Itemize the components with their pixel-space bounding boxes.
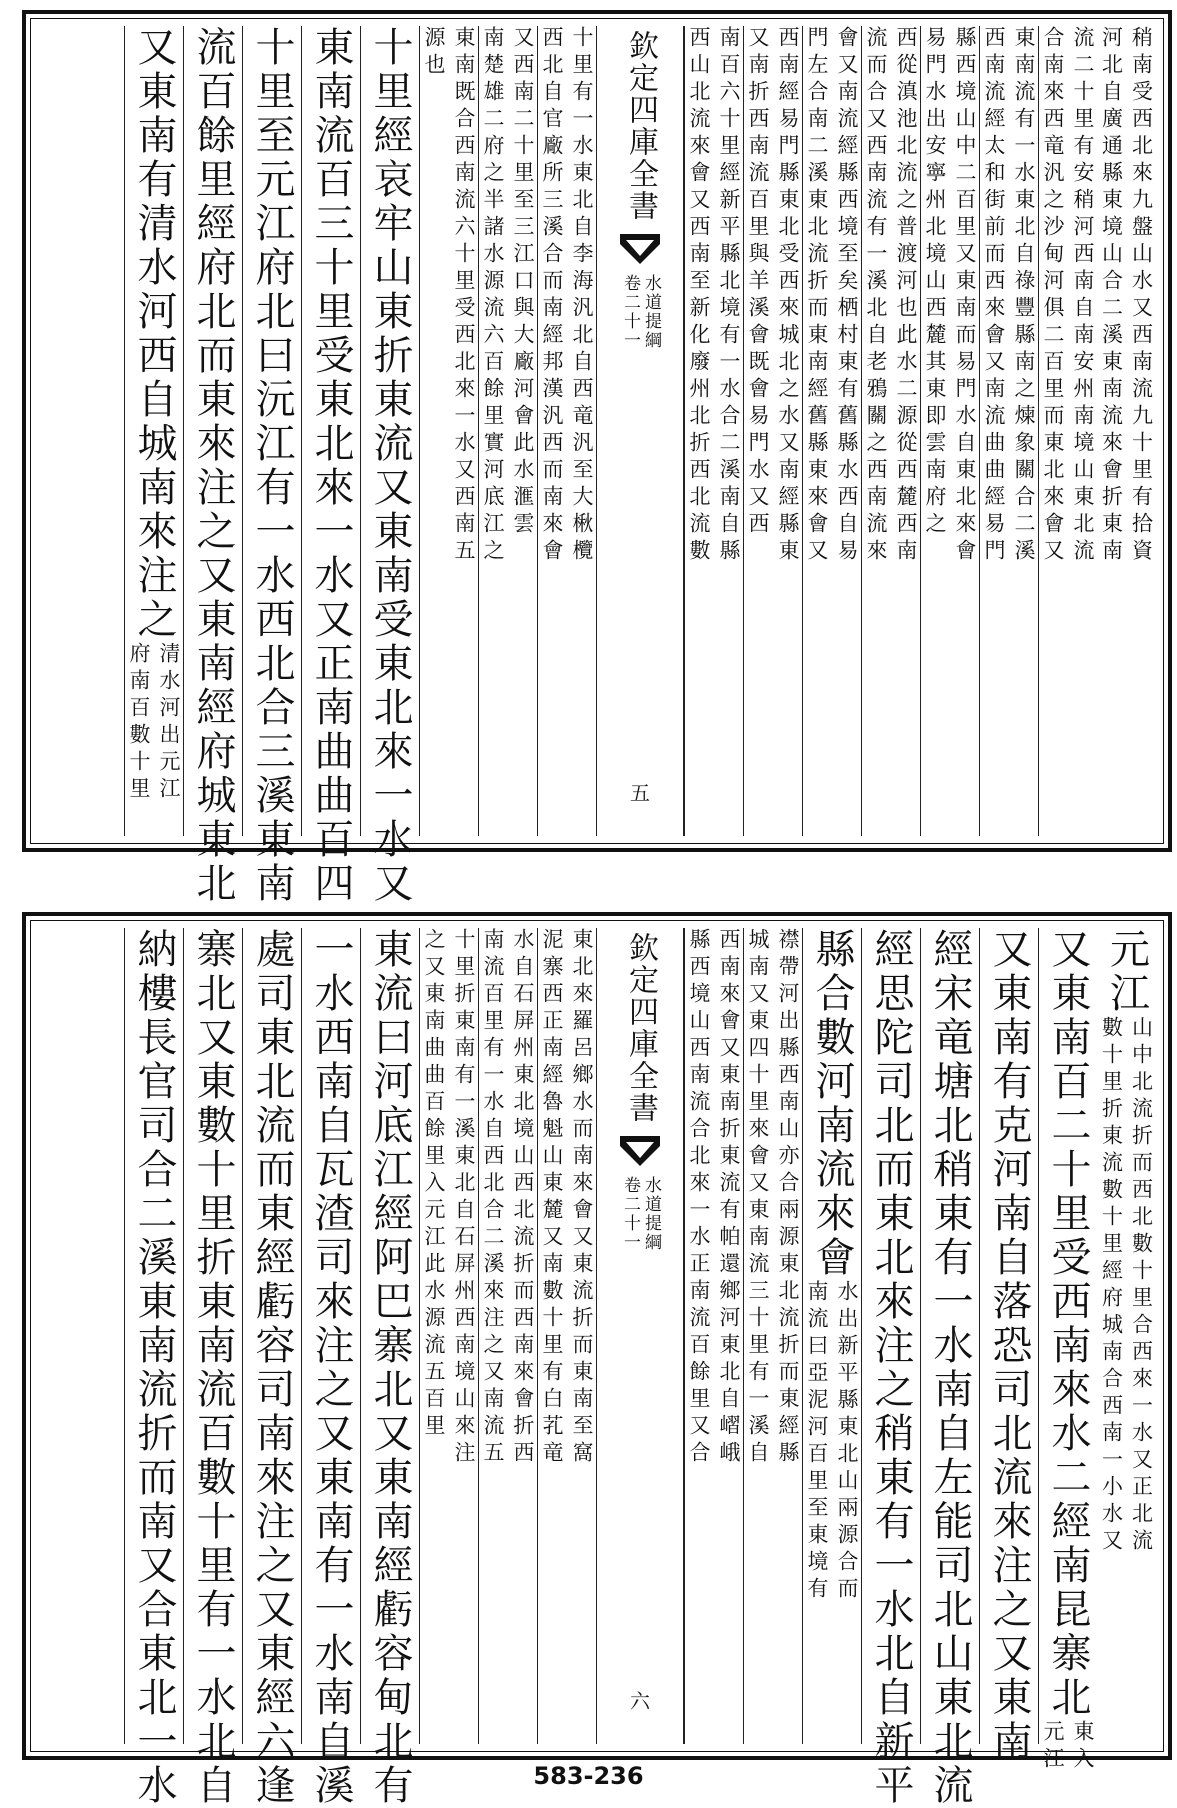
- note-line-left: 泥寨西正南經魯魁山東麓又南數十里有白芤竜: [540, 928, 564, 1468]
- text-column: [124, 26, 183, 836]
- text-column: [743, 928, 802, 1744]
- text-column: [684, 928, 743, 1744]
- text-column: [242, 26, 301, 906]
- note-line-right: 西從滇池北流之普渡河也此水二源從西麓西南: [894, 26, 918, 566]
- note-line-right: 流二十里有安稍河西南自南安州南境山東北流: [1071, 26, 1095, 566]
- chapter-name: 水道提綱: [641, 1176, 661, 1252]
- note-line-left: 數十里折東流數十里經府城南合西南一小水又: [1099, 1016, 1124, 1556]
- chapter-number: 卷二十一: [620, 274, 640, 350]
- text-column: [1097, 928, 1156, 1744]
- chapter-label: [620, 274, 660, 350]
- note-line-left: 源也: [422, 26, 446, 80]
- text-column: [124, 928, 183, 1808]
- main-text: 經思陀司北而東北來注之稍東有一水北自新平: [868, 928, 914, 1808]
- book-title: 欽定四庫全書: [623, 30, 658, 222]
- text-column: [183, 26, 242, 906]
- fishtail-mark-icon: [620, 1136, 660, 1170]
- double-line-note: [481, 928, 535, 1744]
- main-text: 一水西南自瓦渣司來注之又東南有一水南自溪: [308, 928, 354, 1808]
- note-line-left: 城南又東四十里來會又東南流三十里有一溪自: [746, 928, 770, 1468]
- double-line-note: [746, 928, 800, 1744]
- text-column: [242, 928, 301, 1808]
- note-line-right: 山中北流折而西北數十里合西來一水又正北流: [1129, 1016, 1154, 1556]
- double-line-note: [923, 26, 977, 836]
- text-column: [1097, 26, 1156, 836]
- text-column: [183, 928, 242, 1808]
- center-fold-column: [596, 26, 684, 836]
- double-line-note: [422, 26, 476, 836]
- center-fold-column: [596, 928, 684, 1744]
- chapter-name: 水道提綱: [641, 274, 661, 350]
- leaf-number: 五: [630, 781, 650, 805]
- leaf-number: 六: [630, 1689, 650, 1713]
- text-column: [802, 928, 861, 1744]
- note-line-left: 西北自官廠所三溪合而南經邦漢汎西而南來會: [540, 26, 564, 566]
- text-column: [861, 26, 920, 836]
- note-line-left: 南流百里有一水自西北合二溪來注之又南流五: [481, 928, 505, 1468]
- note-line-left: 元江: [1041, 1720, 1065, 1774]
- note-line-right: 東入: [1071, 1720, 1095, 1774]
- book-title: 欽定四庫全書: [623, 932, 658, 1124]
- mixed-column: [805, 928, 859, 1744]
- note-line-left: 府南百數十里: [127, 642, 151, 804]
- note-line-right: 水出新平縣東北山兩源合而: [835, 1280, 859, 1604]
- double-line-note: [540, 928, 594, 1744]
- note-line-right: 東南流有一水東北自祿豐縣南之煉象關合二溪: [1012, 26, 1036, 566]
- note-line-left: 流而合又西南流有一溪北自老鴉關之西南流來: [864, 26, 888, 566]
- double-line-note: [746, 26, 800, 836]
- main-text: 東南流百三十里受東北來一水又正南曲曲百四: [308, 26, 354, 906]
- note-line-left: 西南流經太和街前而西來會又南流曲曲經易門: [982, 26, 1006, 566]
- double-line-note: [481, 26, 535, 836]
- fishtail-mark-icon: [620, 234, 660, 268]
- text-column: [537, 928, 596, 1744]
- mixed-column: [1100, 928, 1154, 1744]
- note-line-right: 西南經易門縣東北受西來城北之水又南經縣東: [776, 26, 800, 566]
- main-text: 東流曰河底江經阿巴寨北又東南經虧容甸北有: [367, 928, 413, 1808]
- note-line-right: 襟帶河出縣西南山亦合兩源東北流折而東經縣: [776, 928, 800, 1468]
- text-column: [419, 26, 478, 836]
- note-line-right: 十里折東南有一溪東北自石屏州西南境山來注: [452, 928, 476, 1468]
- double-line-note: [805, 1280, 859, 1604]
- note-line-right: 會又南流經縣西境至矣栖村東有舊縣水西自易: [835, 26, 859, 566]
- note-line-left: 門左合南二溪東北流折而東南經舊縣東來會又: [805, 26, 829, 566]
- text-column: [743, 26, 802, 836]
- text-column: [861, 928, 920, 1808]
- note-line-right: 縣西境山中二百里又東南而易門水自東北來會: [953, 26, 977, 566]
- double-line-note: [864, 26, 918, 836]
- chapter-number: 卷二十一: [620, 1176, 640, 1252]
- main-text: 經宋竜塘北稍東有一水南自左能司北山東北流: [927, 928, 973, 1808]
- text-column: [478, 26, 537, 836]
- note-line-left: 易門水出安寧州北境山西麓其東即雲南府之: [923, 26, 947, 539]
- main-text: 元江: [1103, 928, 1150, 1016]
- text-column: [301, 928, 360, 1808]
- double-line-note: [805, 26, 859, 836]
- note-line-right: 水自石屏州東北境山西北流折而西南來會折西: [511, 928, 535, 1468]
- note-line-left: 又南折西南流百里與羊溪會既會易門水又西: [746, 26, 770, 539]
- note-line-right: 又西南二十里至三江口與大廠河會此水滙雲: [511, 26, 535, 539]
- note-line-left: 縣西境山西南流合北來一水正南流百餘里又合: [687, 928, 711, 1468]
- double-line-note: [1100, 1016, 1154, 1556]
- text-column: [537, 26, 596, 836]
- page-reference: 583-236: [533, 1762, 644, 1790]
- double-line-note: [422, 928, 476, 1744]
- double-line-note: [687, 928, 741, 1744]
- chapter-label: [620, 1176, 660, 1252]
- note-line-right: 十里有一水東北自李海汎北自西竜汎至大楸欖: [570, 26, 594, 566]
- note-line-right: 東南既合西南流六十里受西北來一水又西南五: [452, 26, 476, 566]
- main-text: 又東南有清水河西自城南來注之: [131, 26, 177, 642]
- text-column: [1038, 928, 1097, 1774]
- note-line-right: 稍南受西北來九盤山水又西南流九十里有拾資: [1129, 26, 1154, 566]
- text-column: [301, 26, 360, 906]
- mixed-column: [127, 26, 181, 836]
- main-text: 納樓長官司合二溪東南流折而南又合東北一水: [131, 928, 177, 1808]
- note-line-left: 之又東南曲曲百餘里入元江此水源流五百里: [422, 928, 446, 1441]
- mixed-column: [1041, 928, 1095, 1774]
- text-column: [478, 928, 537, 1744]
- note-line-left: 南楚雄二府之半諸水源流六百餘里實河底江之: [481, 26, 505, 566]
- note-line-right: 南百六十里經新平縣北境有一水合二溪南自縣: [717, 26, 741, 566]
- text-column: [979, 26, 1038, 836]
- text-column: [920, 928, 979, 1808]
- text-column: [1038, 26, 1097, 836]
- main-text: 又東南百二十里受西南來水二經南昆寨北: [1045, 928, 1091, 1720]
- text-column: [802, 26, 861, 836]
- main-text: 縣合數河南流來會: [809, 928, 855, 1280]
- note-line-right: 西南來會又東南折東流有帕還鄉河東北自嶍峨: [717, 928, 741, 1468]
- main-text: 十里經哀牢山東折東流又東南受東北來一水又: [367, 26, 413, 906]
- note-line-right: 東北來羅呂鄉水而南來會又東流折而東南至窩: [570, 928, 594, 1468]
- note-line-left: 河北自廣通縣東境山合二溪東南流來會折東南: [1099, 26, 1124, 566]
- double-line-note: [1100, 26, 1154, 836]
- text-column: [979, 928, 1038, 1764]
- main-text: 又東南有克河南自落恐司北流來注之又東南: [986, 928, 1032, 1764]
- main-text: 流百餘里經府北而東來注之又東南經府城東北: [190, 26, 236, 906]
- note-line-left: 西山北流來會又西南至新化廢州北折西北流數: [687, 26, 711, 566]
- text-column: [360, 26, 419, 906]
- double-line-note: [127, 642, 181, 804]
- main-text: 處司東北流而東經虧容司南來注之又東經六逢: [249, 928, 295, 1808]
- double-line-note: [540, 26, 594, 836]
- text-column: [419, 928, 478, 1744]
- main-text: 寨北又東數十里折東南流百數十里有一水北自: [190, 928, 236, 1808]
- note-line-left: 南流曰亞泥河百里至東境有: [805, 1280, 829, 1604]
- note-line-right: 清水河出元江: [157, 642, 181, 804]
- main-text: 十里至元江府北曰沅江有一水西北合三溪東南: [249, 26, 295, 906]
- text-column: [360, 928, 419, 1808]
- text-column: [920, 26, 979, 836]
- note-line-left: 合南來西竜汎之沙甸河俱二百里而東北來會又: [1041, 26, 1065, 566]
- double-line-note: [982, 26, 1036, 836]
- double-line-note: [687, 26, 741, 836]
- double-line-note: [1041, 26, 1095, 836]
- top-page: [22, 10, 1172, 906]
- text-column: [684, 26, 743, 836]
